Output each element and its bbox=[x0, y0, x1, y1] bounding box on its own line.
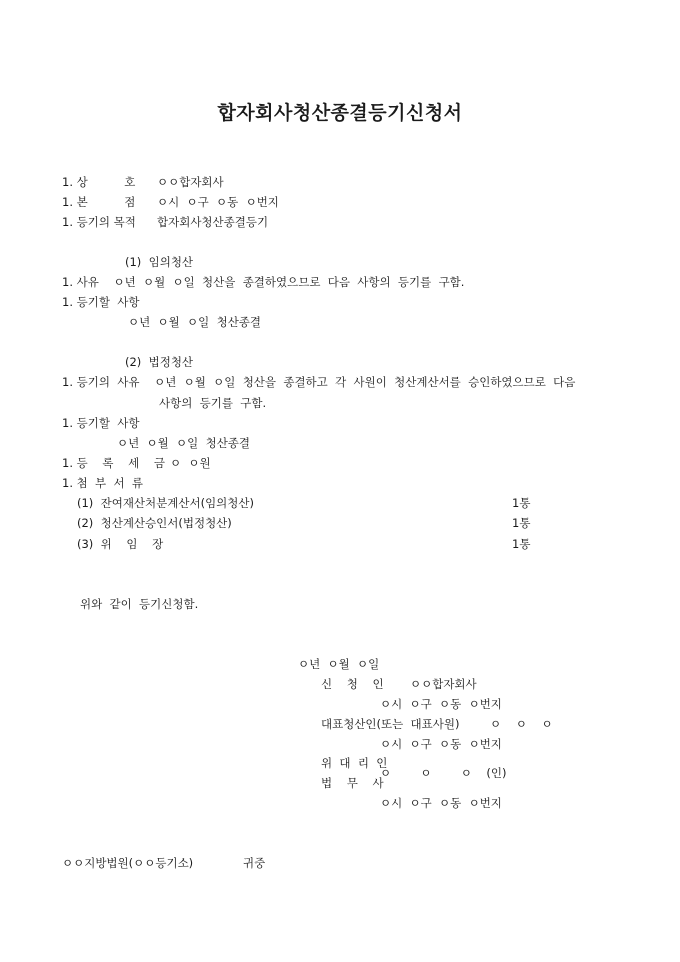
statement: 위와 같이 등기신청함. bbox=[80, 597, 199, 611]
statutory-matters-value: ㅇ년 ㅇ월 ㅇ일 청산종결 bbox=[117, 436, 251, 450]
statutory-heading: (2) 법정청산 bbox=[125, 355, 194, 369]
purpose-label: 1. 등기의 목적 bbox=[62, 215, 136, 229]
attachment-item-1: (1) 잔여재산처분계산서(임의청산) bbox=[77, 496, 254, 510]
head-office-value: ㅇ시 ㅇ구 ㅇ동 ㅇ번지 bbox=[157, 195, 279, 209]
statutory-reason-line1: 1. 등기의 사유 ㅇ년 ㅇ월 ㅇ일 청산을 종결하고 각 사원이 청산계산서를 승인하였으므로 다음 bbox=[62, 375, 576, 389]
agent-label-line1: 위 대 리 인 bbox=[321, 756, 388, 770]
tax-value: ㅇ ㅇ원 bbox=[170, 456, 211, 470]
representative-value: ㅇ ㅇ ㅇ bbox=[490, 717, 553, 731]
applicant-value: ㅇㅇ합자회사 bbox=[410, 677, 477, 691]
attachment-item-3: (3) 위 임 장 bbox=[77, 537, 164, 551]
trade-name-value: ㅇㅇ합자회사 bbox=[157, 175, 224, 189]
applicant-label: 신 청 인 bbox=[321, 677, 384, 691]
agent-label-line2: 법 무 사 bbox=[321, 776, 384, 790]
voluntary-matters-label: 1. 등기할 사항 bbox=[62, 295, 140, 309]
voluntary-heading: (1) 임의청산 bbox=[125, 255, 194, 269]
court-name: ㅇㅇ지방법원(ㅇㅇ등기소) bbox=[62, 856, 194, 870]
attachment-item-2: (2) 청산계산승인서(법정청산) bbox=[77, 516, 232, 530]
attachment-count-1: 1통 bbox=[512, 496, 531, 510]
voluntary-matters-value: ㅇ년 ㅇ월 ㅇ일 청산종결 bbox=[128, 315, 262, 329]
tax-label: 1. 등 록 세 금 bbox=[62, 456, 165, 470]
attachments-label: 1. 첨 부 서 류 bbox=[62, 476, 143, 490]
trade-name-label: 1. 상 호 bbox=[62, 175, 136, 189]
statutory-matters-label: 1. 등기할 사항 bbox=[62, 416, 140, 430]
applicant-address: ㅇ시 ㅇ구 ㅇ동 ㅇ번지 bbox=[380, 697, 502, 711]
attachment-count-3: 1통 bbox=[512, 537, 531, 551]
representative-address: ㅇ시 ㅇ구 ㅇ동 ㅇ번지 bbox=[380, 737, 502, 751]
head-office-label: 1. 본 점 bbox=[62, 195, 136, 209]
attachment-count-2: 1통 bbox=[512, 516, 531, 530]
addressee: 귀중 bbox=[243, 856, 266, 870]
voluntary-reason: 1. 사유 ㅇ년 ㅇ월 ㅇ일 청산을 종결하였으므로 다음 사항의 등기를 구함. bbox=[62, 275, 465, 289]
signature-date: ㅇ년 ㅇ월 ㅇ일 bbox=[298, 657, 380, 671]
statutory-reason-line2: 사항의 등기를 구함. bbox=[159, 396, 267, 410]
purpose-value: 합자회사청산종결등기 bbox=[157, 215, 269, 229]
document-title: 합자회사청산종결등기신청서 bbox=[217, 102, 463, 124]
representative-label: 대표청산인(또는 대표사원) bbox=[321, 717, 460, 731]
agent-address: ㅇ시 ㅇ구 ㅇ동 ㅇ번지 bbox=[380, 796, 502, 810]
agent-value: ㅇ ㅇ ㅇ (인) bbox=[380, 766, 507, 780]
